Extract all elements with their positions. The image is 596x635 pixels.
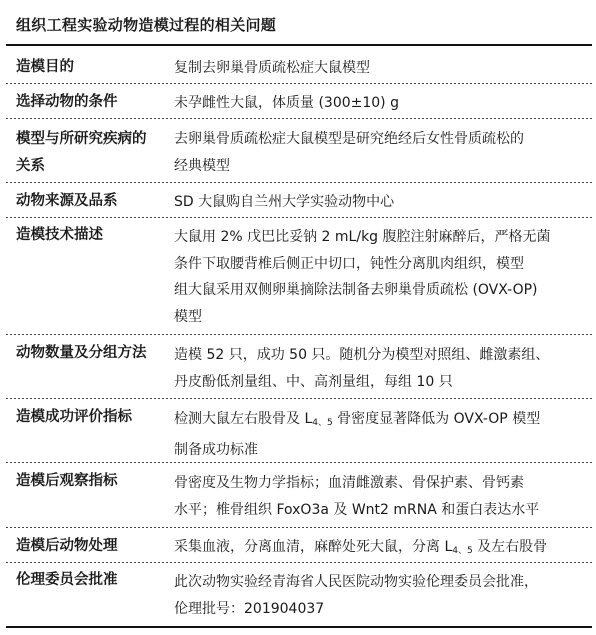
row-label: 模型与所研究疾病的 关系 bbox=[16, 131, 147, 174]
top-rule bbox=[6, 44, 592, 46]
row-label: 造模后观察指标 bbox=[16, 473, 118, 489]
row-divider bbox=[6, 462, 592, 463]
row-label: 动物数量及分组方法 bbox=[16, 345, 147, 361]
row-label: 伦理委员会批准 bbox=[16, 572, 118, 588]
row-value: 复制去卵巢骨质疏松症大鼠模型 bbox=[174, 60, 370, 76]
row-label: 造模技术描述 bbox=[16, 227, 103, 243]
row-divider bbox=[6, 217, 592, 218]
row-divider bbox=[6, 398, 592, 399]
row-value: 未孕雌性大鼠，体质量 (300±10) g bbox=[174, 95, 399, 111]
row-value: 此次动物实验经青海省人民医院动物实验伦理委员会批准， 伦理批号：201904037 bbox=[174, 574, 538, 617]
row-value: SD 大鼠购自兰州大学实验动物中心 bbox=[174, 194, 395, 210]
row-value: 大鼠用 2% 戊巴比妥钠 2 mL/kg 腹腔注射麻醉后，严格无菌 条件下取腰背椎后侧正中切口，钝性分离肌肉组织，模型 组大鼠采用双侧卵巢摘除法制备去卵巢骨质疏松 (OVX-OP) 模型 bbox=[174, 229, 551, 325]
row-divider bbox=[6, 118, 592, 119]
row-value: 骨密度及生物力学指标；血清雌激素、骨保护素、骨钙素 水平；椎骨组织 FoxO3a 及 Wnt2 mRNA 和蛋白表达水平 bbox=[174, 475, 540, 518]
row-value: 造模 52 只，成功 50 只。随机分为模型对照组、雌激素组、 丹皮酚低剂量组、中、高剂量组，每组 10 只 bbox=[174, 347, 550, 390]
row-divider bbox=[6, 527, 592, 528]
row-divider bbox=[6, 334, 592, 335]
row-divider bbox=[6, 562, 592, 563]
row-label: 造模成功评价指标 bbox=[16, 409, 132, 425]
row-value: 去卵巢骨质疏松症大鼠模型是研究绝经后女性骨质疏松的 经典模型 bbox=[174, 131, 524, 174]
row-divider bbox=[6, 182, 592, 183]
bottom-rule bbox=[6, 626, 592, 628]
row-label: 造模后动物处理 bbox=[16, 538, 118, 554]
row-value: 检测大鼠左右股骨及 $L_{4、5}$ 骨密度显著降低为 OVX-OP 模型 制备成功标准 bbox=[174, 411, 541, 458]
row-label: 造模目的 bbox=[16, 59, 74, 75]
row-label: 动物来源及品系 bbox=[16, 193, 118, 209]
row-divider bbox=[6, 83, 592, 84]
row-value: 采集血液，分离血清，麻醉处死大鼠，分离 $L_{4、5}$ 及左右股骨 bbox=[174, 539, 548, 556]
row-label: 选择动物的条件 bbox=[16, 94, 118, 110]
table-title: 组织工程实验动物造模过程的相关问题 bbox=[16, 16, 277, 34]
